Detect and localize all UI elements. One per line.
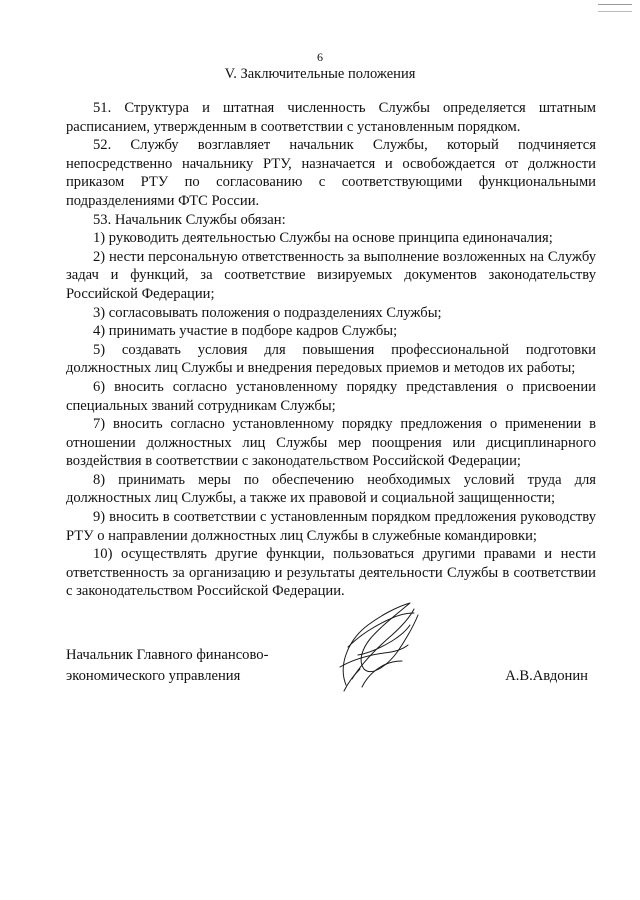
list-item-9: 9) вносить в соответствии с установленным порядком предложения руководству РТУ о направлении должностных лиц Службы в служебные командировки; — [66, 509, 596, 544]
list-item-6: 6) вносить согласно установленному порядку представления о присвоении специальных званий сотрудникам Службы; — [66, 378, 596, 414]
list-item-2: 2) нести персональную ответственность за выполнение возложенных на Службу задач и функций, за соответствие визируемых документов законодательству Российской Федерации; — [66, 248, 596, 302]
section-title: V. Заключительные положения — [224, 66, 416, 82]
paragraph-53: 53. Начальник Службы обязан: — [93, 211, 286, 228]
signatory-position — [66, 645, 268, 687]
list-item-1: 1) руководить деятельностью Службы на основе принципа единоначалия; — [93, 230, 553, 247]
list-item-3: 3) согласовывать положения о подразделениях Службы; — [93, 304, 442, 321]
list-item-7: 7) вносить согласно установленному порядку предложения о применении в отношении должностных лиц Службы мер поощрения или дисциплинарного воздействия в соответствии с законодательством Российской Федерации; — [66, 416, 596, 470]
page-number: 6 — [317, 50, 323, 64]
document-body — [66, 99, 596, 601]
signature-block — [66, 645, 596, 705]
position-line-1: Начальник Главного финансово- — [66, 647, 269, 663]
paragraph-51: 51. Структура и штатная численность Службы определяется штатным расписанием, утвержденным в соответствии с установленным порядком. — [66, 100, 596, 135]
list-item-8: 8) принимать меры по обеспечению необходимых условий труда для должностных лиц Службы, а также их правовой и социальной защищенности; — [66, 471, 596, 507]
list-item-10: 10) осуществлять другие функции, пользоваться другими правами и нести ответственность за организацию и результаты деятельности Службы в соответствии с законодательством Российской Федерации. — [66, 546, 596, 600]
position-line-2: экономического управления — [66, 668, 241, 684]
signatory-name: А.В.Авдонин — [505, 668, 588, 684]
list-item-4: 4) принимать участие в подборе кадров Службы; — [93, 323, 398, 340]
paragraph-52: 52. Службу возглавляет начальник Службы, который подчиняется непосредственно начальнику РТУ, назначается и освобождается от должности приказом РТУ по согласованию с соответствующими функциональными подразделениями ФТС России. — [66, 137, 596, 209]
scan-mark — [598, 4, 632, 12]
list-item-5: 5) создавать условия для повышения профессиональной подготовки должностных лиц Службы и внедрения передовых приемов и методов их работы; — [66, 341, 596, 377]
handwritten-signature — [318, 595, 428, 695]
